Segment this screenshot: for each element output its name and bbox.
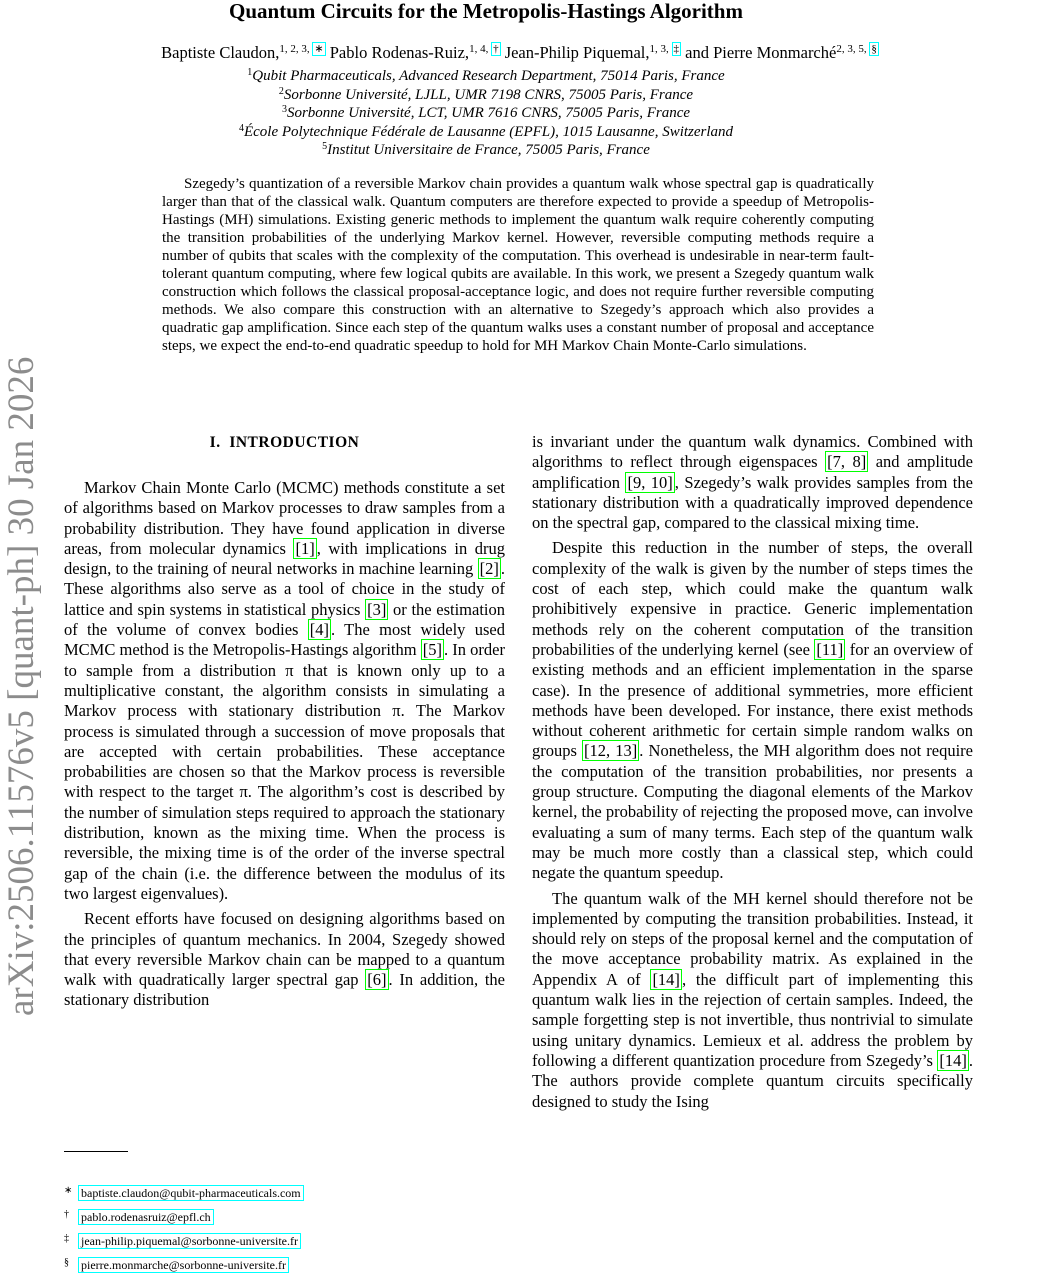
affiliation: $^3$Sorbonne Université, LCT, UMR 7616 CNRS, 75005 Paris, France (281, 104, 691, 121)
footnote-link[interactable]: § (871, 43, 877, 55)
left-column (64, 432, 505, 1011)
footnote: ‡ jean-philip.piquemal@sorbonne-universite.fr (64, 1228, 505, 1252)
author-name: Jean-Philip Piquemal, (504, 43, 650, 62)
citation-link[interactable]: [14] (652, 969, 680, 989)
body-paragraph: Recent efforts have focused on designing algorithms based on the principles of quantum mechanics. In 2004, Szegedy showed that every reversible Markov chain can be mapped to a quantum walk with quadratically larger spectral gap [6] . In addition, the stationary distribution (64, 909, 505, 1010)
footnote-rule (64, 1151, 128, 1152)
affiliation: $^2$Sorbonne Université, LJLL, UMR 7198 CNRS, 75005 Paris, France (278, 85, 694, 103)
citation-link[interactable]: [9, 10] (627, 472, 673, 492)
footnote: † pablo.rodenasruiz@epfl.ch (64, 1204, 505, 1228)
affiliation: $^5$Institut Universitaire de France, 75005 Paris, France (322, 141, 650, 158)
author-affil-numbers: 1, 3, ‡ (649, 43, 680, 55)
author-name: and Pierre Monmarché (685, 43, 837, 62)
citation-link[interactable]: [2] (479, 559, 499, 579)
author-affil-numbers: 2, 3, 5, § (836, 43, 877, 55)
footnote: ∗ baptiste.claudon@qubit-pharmaceuticals.com (64, 1180, 505, 1204)
citation-link[interactable]: [4] (309, 620, 329, 640)
footnote-link[interactable]: ‡ (673, 43, 680, 55)
author-name: Baptiste Claudon, (161, 43, 280, 62)
citation-link[interactable]: [3] (367, 599, 387, 619)
citation-link[interactable]: [14] (939, 1050, 967, 1070)
abstract: Szegedy’s quantization of a reversible Markov chain provides a quantum walk whose spectral gap is quadratically larger than that of the classical walk. Quantum computers are therefore expected to provide a speedup of Metropolis-Hastings (MH) simulations. Existing generic methods to implement the quantum walk require coherently computing the transition probabilities of the underlying Markov kernel. However, reversible computing methods require a number of qubits that scales with the complexity of the computation. This overhead is undesirable in near-term fault-tolerant quantum computing, where few logical qubits are available. In this work, we present a Szegedy quantum walk construction which follows the classical proposal-acceptance logic, and does not require further reversible computing methods. We also compare this construction with an alternative to Szegedy’s approach which also provides a quadratic gap amplification. Since each step of the quantum walks uses a constant number of proposal and acceptance steps, we expect the end-to-end quadratic speedup to hold for MH Markov Chain Monte-Carlo simulations. (162, 176, 874, 354)
citation-link[interactable]: [6] (367, 970, 387, 990)
footnote-link[interactable]: † (493, 43, 499, 55)
affiliation: $^1$Qubit Pharmaceuticals, Advanced Research Department, 75014 Paris, France (247, 67, 725, 84)
affiliation: $^4$École Polytechnique Fédérale de Lausanne (EPFL), 1015 Lausanne, Switzerland (238, 122, 734, 140)
author-affil-numbers: 1, 2, 3, ∗ (279, 43, 324, 55)
email-link[interactable]: baptiste.claudon@qubit-pharmaceuticals.com (78, 1185, 304, 1201)
section-heading: I. INTRODUCTION (209, 434, 360, 451)
email-link[interactable]: pablo.rodenasruiz@epfl.ch (78, 1209, 214, 1225)
citation-link[interactable]: [7, 8] (827, 452, 867, 472)
email-link[interactable]: jean-philip.piquemal@sorbonne-universite.fr (78, 1233, 301, 1249)
email-link[interactable]: pierre.monmarche@sorbonne-universite.fr (78, 1257, 289, 1273)
citation-link[interactable]: [5] (422, 640, 442, 660)
citation-link[interactable]: [1] (295, 538, 315, 558)
paper-title: Quantum Circuits for the Metropolis-Hastings Algorithm (229, 0, 743, 23)
citation-link[interactable]: [11] (816, 639, 844, 659)
footnote-link[interactable]: ∗ (314, 43, 324, 55)
arxiv-side-stamp[interactable]: arXiv:2506.11576v5 [quant-ph] 30 Jan 2026 (1, 356, 42, 1016)
affiliation-list (0, 67, 972, 160)
footnotes (64, 1180, 505, 1276)
body-paragraph: Markov Chain Monte Carlo (MCMC) methods constitute a set of algorithms based on Markov processes to draw samples from a probability distribution. They have found application in diverse areas, from molecular dynamics [1] , with implications in drug design, to the training of neural networks in machine learning [2] . These algorithms also serve as a tool of choice in the study of lattice and spin systems in statistical physics [3] or the estimation of the volume of convex bodies [4] . The most widely used MCMC method is the Metropolis-Hastings algorithm [5] . In order to sample from a distribution π that is known only up to a multiplicative constant, the algorithm consists in simulating a Markov process with stationary distribution π. The Markov process is simulated through a succession of move proposals that are accepted with certain probabilities. These acceptance probabilities are chosen so that the Markov process is reversible with respect to the target π. The algorithm’s cost is described by the number of simulation steps required to approach the stationary distribution, known as the mixing time. When the process is reversible, the mixing time is of the order of the inverse spectral gap of the chain (i.e. the difference between the modulus of its two largest eigenvalues). (64, 478, 505, 903)
author-list (0, 42, 1040, 64)
body-paragraph: Despite this reduction in the number of steps, the overall complexity of the walk is given by the number of steps times the cost of each step, which could make the quantum walk prohibitively expensive in practice. Generic implementation methods rely on the coherent computation of the transition probabilities of the underlying kernel (see [11] for an overview of existing methods and an efficient implementation in the sparse case). In the presence of additional symmetries, more efficient methods have been developed. For instance, there exist methods without coherent arithmetic for certain simple random walks on groups [12, 13] . Nonetheless, the MH algorithm does not require the computation of the transition probabilities, nor presents a group structure. Computing the diagonal elements of the Markov kernel, the probability of rejecting the proposed move, can involve evaluating a sum of many terms. Each step of the quantum walk may be much more costly than a classical step, which could negate the quantum speedup. (532, 538, 973, 883)
citation-link[interactable]: [12, 13] (584, 741, 638, 761)
author-name: Pablo Rodenas-Ruiz, (329, 43, 470, 62)
author-affil-numbers: 1, 4, † (469, 43, 499, 55)
right-column (532, 432, 973, 1112)
body-paragraph: is invariant under the quantum walk dynamics. Combined with algorithms to reflect through eigenspaces [7, 8] and amplitude amplification [9, 10] , Szegedy’s walk provides samples from the stationary distribution with a quadratically improved dependence on the spectral gap, compared to the classical mixing time. (532, 432, 973, 533)
body-paragraph: The quantum walk of the MH kernel should therefore not be implemented by computing the transition probabilities. Instead, it should rely on steps of the proposal kernel and the computation of the move acceptance probability matrix. As explained in the Appendix A of [14] , the difficult part of implementing this quantum walk lies in the rejection of certain samples. Indeed, the sample forgetting step is not invertible, thus nontrivial to simulate using unitary dynamics. Lemieux et al. address the problem by following a different quantization procedure from Szegedy’s [14] . The authors provide complete quantum circuits specifically designed to study the Ising (532, 888, 973, 1111)
footnote: § pierre.monmarche@sorbonne-universite.fr (64, 1252, 505, 1276)
